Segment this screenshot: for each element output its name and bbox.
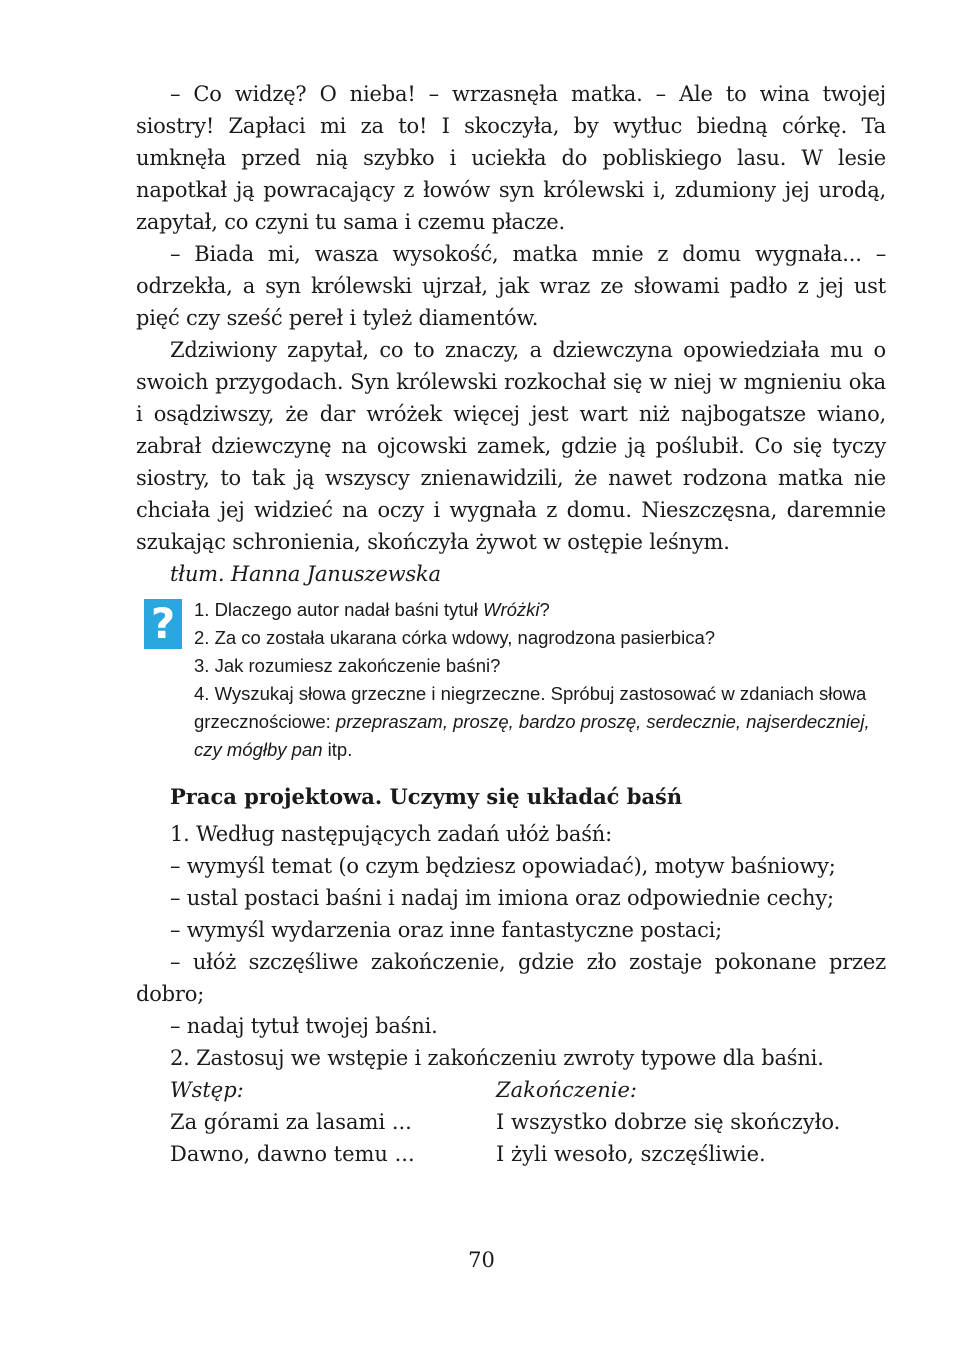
story-paragraph-1: – Co widzę? O nieba! – wrzasnęła matka. – Ale to wina twojej siostry! Zapłaci mi za to! I skoczyła, by wytłuc biedną córkę. Ta umknęła przed nią szybko i uciekła do pobliskiego lasu. W lesie napotkał ją powracający z łowów syn królewski i, zdumiony jej urodą, zapytał, co czyni tu sama i czemu płacze. [136, 82, 886, 234]
intro-phrase-2: Dawno, dawno temu ... [170, 1142, 415, 1166]
question-4-examples: przepraszam, proszę, bardzo proszę, serdecznie, najserdeczniej, czy mógłby pan [194, 711, 870, 760]
ending-phrase-1: I wszystko dobrze się skończyło. [496, 1110, 841, 1134]
question-3: 3. Jak rozumiesz zakończenie baśni? [194, 655, 501, 676]
question-2: 2. Za co została ukarana córka wdowy, nagrodzona pasierbica? [194, 627, 716, 648]
questions-list [194, 596, 886, 764]
intro-label: Wstęp: [170, 1078, 244, 1102]
project-title: Praca projektowa. Uczymy się układać baśń [170, 784, 683, 809]
phrases-table [136, 1074, 886, 1170]
story-paragraph-3: Zdziwiony zapytał, co to znaczy, a dziewczyna opowiedziała mu o swoich przygodach. Syn królewski rozkochał się w niej w mgnieniu oka i osądziwszy, że dar wróżek więcej jest wart niż najbogatsze wiano, zabrał dziewczynę na ojcowski zamek, gdzie ją poślubił. Co się tyczy siostry, to tak ją wszyscy znienawidzili, że nawet rodzona matka nie chciała jej widzieć na oczy i wygnała z domu. Nieszczęsna, daremnie szukając schronienia, skończyła żywot w ostępie leśnym. [136, 338, 886, 554]
translator-credit: tłum. Hanna Januszewska [170, 562, 441, 586]
story-text [136, 78, 886, 590]
project-line-4: – wymyśl wydarzenia oraz inne fantastyczne postaci; [170, 918, 723, 942]
intro-phrase-1: Za górami za lasami ... [170, 1110, 412, 1134]
question-1-title: Wróżki [482, 599, 540, 620]
story-paragraph-2: – Biada mi, wasza wysokość, matka mnie z domu wygnała... – odrzekła, a syn królewski ujrzał, jak wraz ze słowami padło z jej ust pięć czy sześć pereł i tyleż diamentów. [136, 242, 886, 330]
project-line-5: – ułóż szczęśliwe zakończenie, gdzie zło zostaje pokonane przez dobro; [136, 950, 886, 1006]
ending-label: Zakończenie: [496, 1078, 638, 1102]
question-mark-icon: ? [144, 599, 182, 649]
question-1-end: ? [539, 599, 550, 620]
question-4-end: itp. [322, 739, 353, 760]
questions-box [136, 596, 886, 764]
question-4-text: 4. Wyszukaj słowa grzeczne i niegrzeczne. Spróbuj zastosować w zdaniach słowa grzecznościowe: [194, 683, 867, 732]
question-1-text: 1. Dlaczego autor nadał baśni tytuł [194, 599, 483, 620]
project-line-2: – wymyśl temat (o czym będziesz opowiadać), motyw baśniowy; [170, 854, 836, 878]
project-line-1: 1. Według następujących zadań ułóż baśń: [170, 822, 612, 846]
project-section [136, 782, 886, 1170]
project-line-6: – nadaj tytuł twojej baśni. [170, 1014, 438, 1038]
ending-phrase-2: I żyli wesoło, szczęśliwie. [496, 1142, 766, 1166]
question-1 [194, 596, 886, 624]
question-4 [194, 680, 886, 764]
project-line-7: 2. Zastosuj we wstępie i zakończeniu zwroty typowe dla baśni. [170, 1046, 824, 1070]
page-number: 70 [468, 1248, 495, 1272]
page-content [136, 78, 886, 1170]
project-line-3: – ustal postaci baśni i nadaj im imiona oraz odpowiednie cechy; [170, 886, 834, 910]
